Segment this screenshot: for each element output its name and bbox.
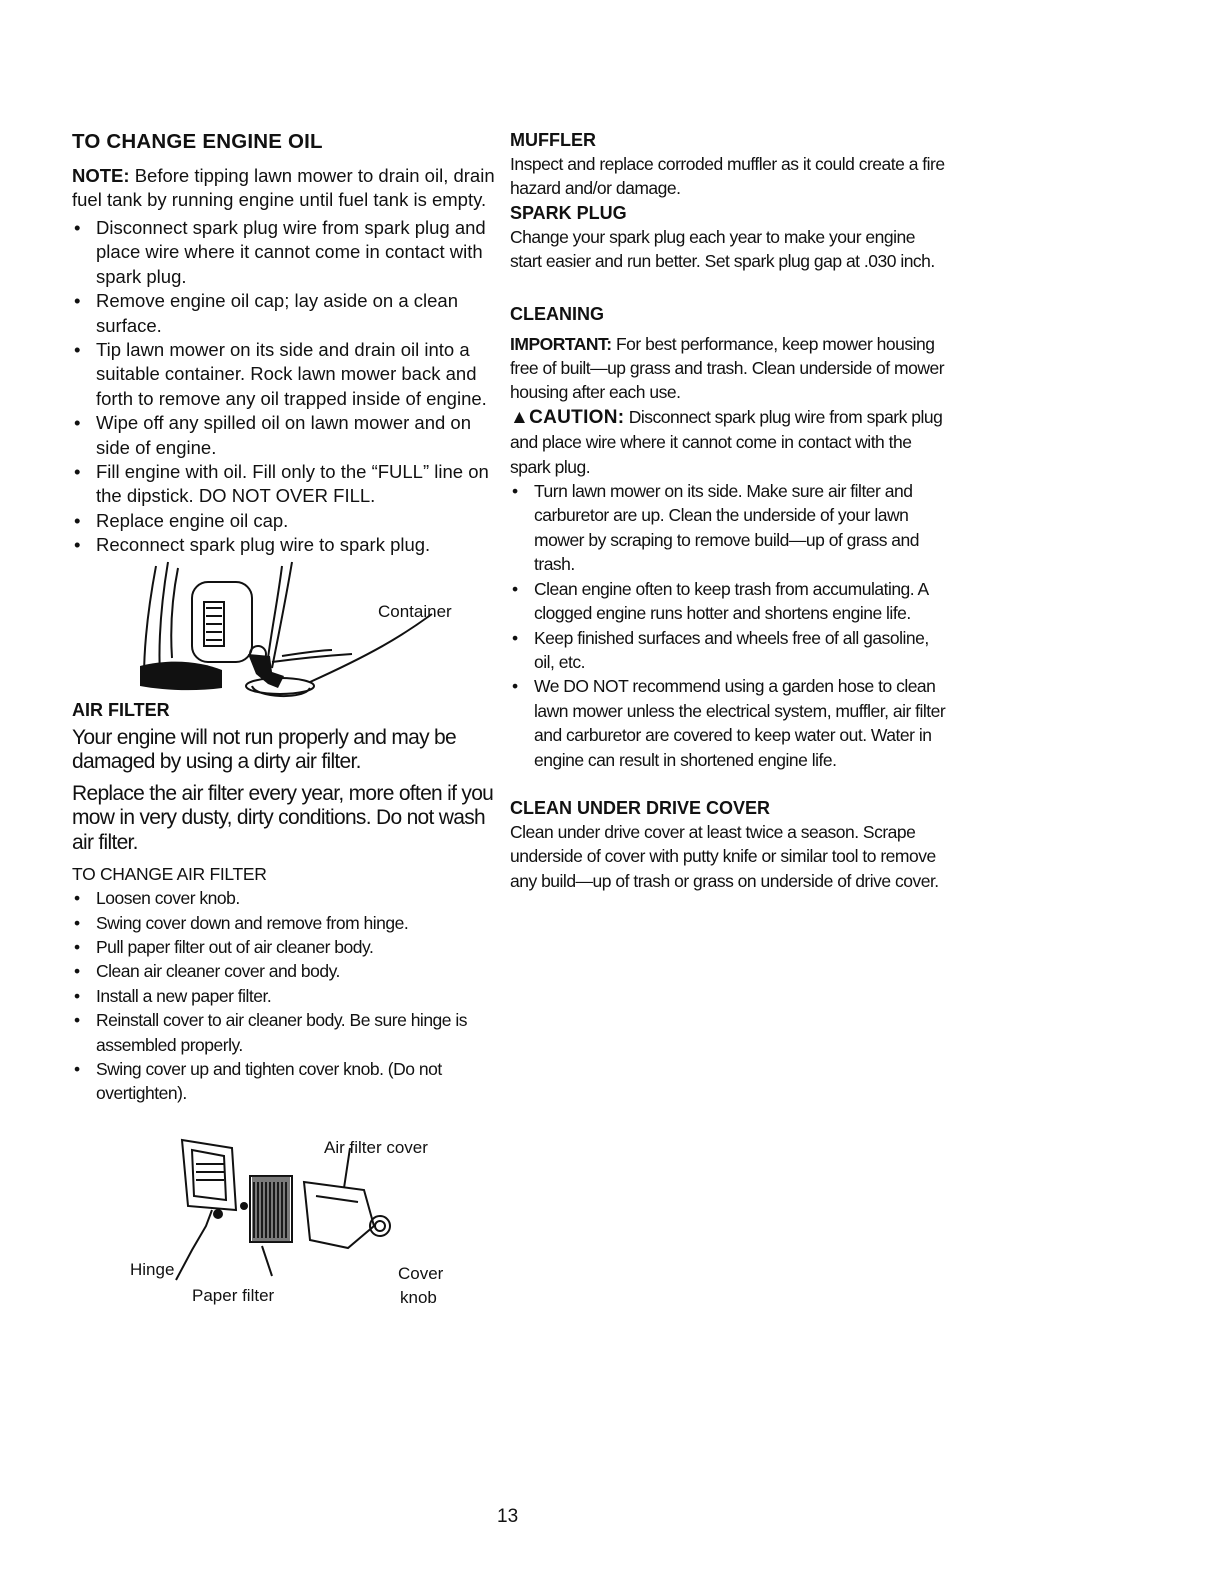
container-label: Container	[378, 601, 452, 621]
list-item: • Swing cover down and remove from hinge.	[72, 911, 500, 935]
list-item: • Disconnect spark plug wire from spark plug and place wire where it cannot come in contact with spark plug.	[72, 216, 500, 289]
cover-knob-label-line1: Cover	[398, 1263, 444, 1283]
list-item: • Turn lawn mower on its side. Make sure air filter and carburetor are up. Clean the underside of your lawn mower by scraping to remove build—up of grass and trash.	[510, 479, 950, 577]
list-item: • Loosen cover knob.	[72, 886, 500, 910]
right-column	[510, 128, 950, 893]
clean-under-drive-cover-heading: CLEAN UNDER DRIVE COVER	[510, 797, 771, 818]
list-item: • Swing cover up and tighten cover knob. (Do not overtighten).	[72, 1057, 500, 1106]
note-text: Before tipping lawn mower to drain oil, drain fuel tank by running engine until fuel tank is empty.	[72, 165, 495, 210]
oil-steps-list	[72, 216, 500, 558]
spark-plug-text: Change your spark plug each year to make your engine start easier and run better. Set spark plug gap at .030 inch.	[510, 226, 935, 272]
list-item: • Reconnect spark plug wire to spark plug.	[72, 533, 500, 557]
filter-steps-list	[72, 886, 500, 1106]
important-text: For best performance, keep mower housing free of built—up grass and trash. Clean underside of mower housing after each use.	[510, 333, 945, 403]
list-item: • Replace engine oil cap.	[72, 509, 500, 533]
list-item: • Clean air cleaner cover and body.	[72, 959, 500, 983]
hinge-label: Hinge	[130, 1259, 175, 1279]
air-filter-illustration	[72, 1130, 500, 1310]
page-number: 13	[497, 1506, 519, 1527]
list-item: • Reinstall cover to air cleaner body. Be sure hinge is assembled properly.	[72, 1008, 500, 1057]
list-item: • Fill engine with oil. Fill only to the “FULL” line on the dipstick. DO NOT OVER FILL.	[72, 460, 500, 509]
important-label: IMPORTANT:	[510, 333, 612, 354]
cover-knob-label-line2: knob	[400, 1287, 437, 1307]
change-air-filter-heading: TO CHANGE AIR FILTER	[72, 864, 267, 885]
oil-drain-illustration	[72, 558, 500, 700]
caution-icon: ▲	[510, 406, 530, 428]
list-item: • We DO NOT recommend using a garden hose to clean lawn mower unless the electrical system, muffler, air filter and carburetor are covered to keep water out. Water in engine can result in shortened engine life.	[510, 674, 950, 772]
air-filter-cover-label: Air filter cover	[324, 1137, 428, 1157]
muffler-text: Inspect and replace corroded muffler as it could create a fire hazard and/or damage.	[510, 154, 945, 199]
oil-drain-drawing	[72, 558, 492, 700]
cleaning-steps-list	[510, 479, 950, 772]
paper-filter-label: Paper filter	[192, 1285, 275, 1305]
note-label: NOTE:	[72, 165, 130, 186]
list-item: • Pull paper filter out of air cleaner body.	[72, 935, 500, 959]
air-filter-replace-text: Replace the air filter every year, more often if you mow in very dusty, dirty conditions. Do not wash air filter.	[72, 781, 494, 854]
list-item: • Wipe off any spilled oil on lawn mower and on side of engine.	[72, 411, 500, 460]
air-filter-intro: Your engine will not run properly and may be damaged by using a dirty air filter.	[72, 725, 457, 774]
change-engine-oil-heading: TO CHANGE ENGINE OIL	[72, 130, 323, 153]
cleaning-heading: CLEANING	[510, 303, 604, 324]
caution-paragraph	[510, 405, 950, 479]
list-item: • Remove engine oil cap; lay aside on a clean surface.	[72, 289, 500, 338]
important-paragraph	[510, 332, 950, 405]
list-item: • Keep finished surfaces and wheels free of all gasoline, oil, etc.	[510, 626, 950, 675]
air-filter-heading: AIR FILTER	[72, 699, 170, 720]
caution-text: Disconnect spark plug wire from spark plug and place wire where it cannot come in contact with the spark plug.	[510, 406, 943, 477]
drive-cover-text: Clean under drive cover at least twice a season. Scrape underside of cover with putty knife or similar tool to remove any build—up of trash or grass on underside of drive cover.	[510, 821, 939, 891]
list-item: • Tip lawn mower on its side and drain oil into a suitable container. Rock lawn mower back and forth to remove any oil trapped inside of engine.	[72, 338, 500, 411]
spark-plug-heading: SPARK PLUG	[510, 202, 627, 223]
list-item: • Install a new paper filter.	[72, 984, 500, 1008]
caution-label: CAUTION:	[529, 406, 625, 428]
list-item: • Clean engine often to keep trash from accumulating. A clogged engine runs hotter and shortens engine life.	[510, 577, 950, 626]
left-column	[72, 130, 500, 1310]
muffler-heading: MUFFLER	[510, 130, 596, 150]
note-paragraph	[72, 164, 500, 212]
